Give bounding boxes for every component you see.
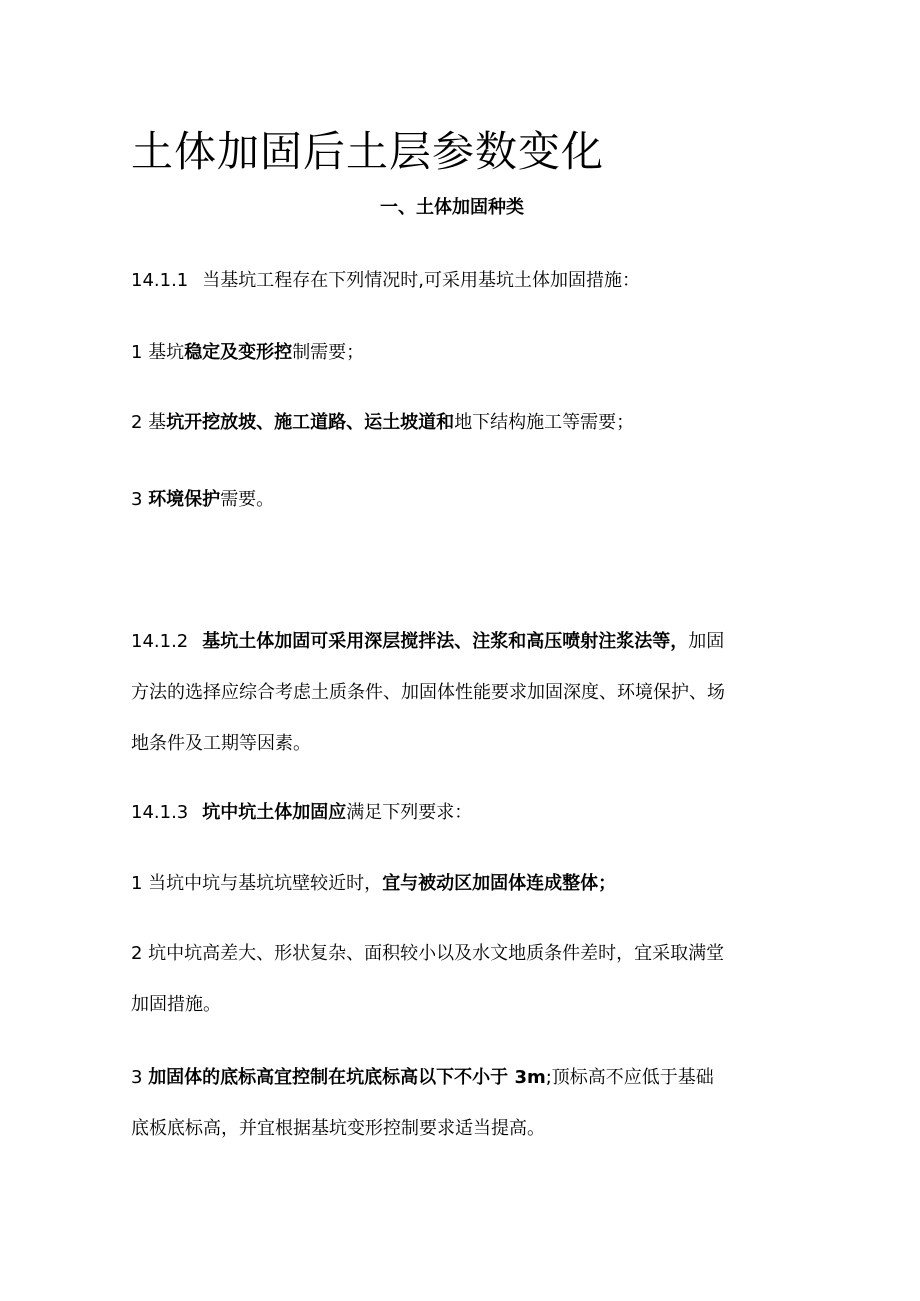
item-text-start: 3 [131,489,149,510]
item-text-bold: 加固体的底标高宜控制在坑底标高以下不小于 3m [148,1067,546,1088]
item-text-bold: 宜与被动区加固体连成整体； [382,873,617,894]
clause-14-1-3 [131,787,796,838]
item-text-bold: 稳定及变形控 [184,342,293,363]
item-text-start: 2 基 [131,412,167,433]
item-text-start: 3 [131,1067,149,1088]
paragraph-line: 底板底标高，并宜根据基坑变形控制要求适当提高。 [131,1118,545,1139]
item-text-end: ;顶标高不应低于基础 [545,1067,714,1088]
clause-number: 14.1.2 [131,631,189,652]
item-text-end: 制需要； [292,342,365,363]
clause-text: 当基坑工程存在下列情况时,可采用基坑土体加固措施： [202,270,640,291]
clause-number: 14.1.1 [131,270,189,291]
paragraph-line: 2 坑中坑高差大、形状复杂、面积较小以及水文地质条件差时，宜采取满堂 [131,943,725,964]
item-text-start: 1 基坑 [131,342,185,363]
clause-text: 加固 [688,631,725,652]
list-item-3 [131,474,796,525]
paragraph-line: 加固措施。 [131,994,221,1015]
clause-14-1-2 [131,616,796,769]
requirement-item-2 [131,928,796,1030]
requirement-item-3 [131,1052,796,1154]
document-title: 土体加固后土层参数变化 [131,127,605,176]
clause-text-bold: 基坑土体加固可采用深层搅拌法、注浆和高压喷射注浆法等， [202,631,689,652]
list-item-2 [131,397,796,448]
requirement-item-1 [131,858,796,909]
item-text-start: 1 当坑中坑与基坑坑壁较近时， [131,873,383,894]
item-text-end: 地下结构施工等需要； [454,412,635,433]
list-item-1 [131,327,796,378]
item-text-end: 需要。 [220,489,275,510]
paragraph-line [131,616,796,667]
paragraph-line [131,1052,796,1103]
item-text-bold: 坑开挖放坡、施工道路、运土坡道和 [166,412,455,433]
paragraph-line: 方法的选择应综合考虑土质条件、加固体性能要求加固深度、环境保护、场 [131,682,725,703]
section-heading: 一、土体加固种类 [380,197,524,218]
clause-14-1-1 [131,255,796,306]
paragraph-line: 地条件及工期等因素。 [131,733,311,754]
clause-text: 满足下列要求： [346,802,473,823]
item-text-bold: 环境保护 [148,489,221,510]
clause-text-bold: 坑中坑土体加固应 [202,802,347,823]
clause-number: 14.1.3 [131,802,189,823]
